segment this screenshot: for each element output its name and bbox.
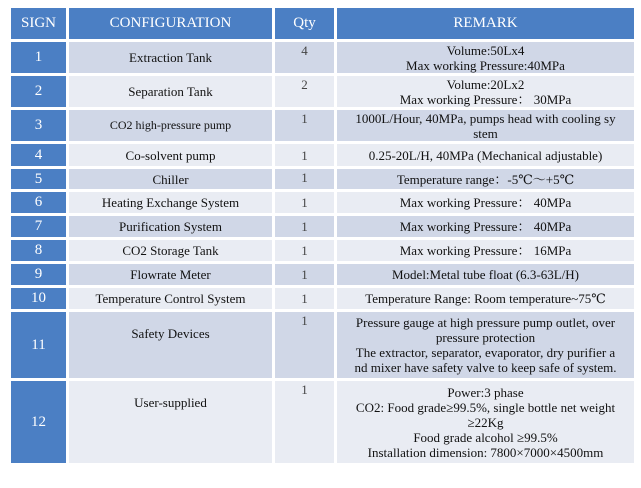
- remark-line: Temperature range：-5℃～+5℃: [396, 171, 575, 187]
- row-configuration: Purification System: [69, 216, 272, 237]
- row-remark: [337, 144, 634, 166]
- row-sign: 12: [11, 381, 66, 463]
- remark-line: 1000L/Hour, 40MPa, pumps head with cooling sy: [355, 110, 616, 126]
- row-sign: 3: [11, 110, 66, 141]
- row-configuration: Temperature Control System: [69, 288, 272, 309]
- row-sign: 5: [11, 169, 66, 189]
- row-qty: 1: [275, 192, 334, 213]
- remark-line: Food grade alcohol ≥99.5%: [413, 429, 558, 445]
- row-configuration: Chiller: [69, 169, 272, 189]
- row-configuration: CO2 Storage Tank: [69, 240, 272, 261]
- table-row: [11, 381, 634, 463]
- table-row: [11, 169, 634, 189]
- row-configuration: Flowrate Meter: [69, 264, 272, 285]
- row-qty: 2: [275, 76, 334, 107]
- row-configuration: Safety Devices: [69, 312, 272, 378]
- table-row: [11, 76, 634, 107]
- row-remark: [337, 381, 634, 463]
- row-qty: 1: [275, 169, 334, 189]
- row-qty: 1: [275, 216, 334, 237]
- row-remark: [337, 264, 634, 285]
- row-remark: [337, 169, 634, 189]
- row-qty: 1: [275, 381, 334, 463]
- row-qty: 1: [275, 240, 334, 261]
- header-qty: Qty: [275, 8, 334, 39]
- row-qty: 1: [275, 312, 334, 378]
- remark-line: stem: [473, 125, 498, 141]
- row-configuration: Extraction Tank: [69, 42, 272, 73]
- remark-line: Power:3 phase: [447, 384, 524, 400]
- row-sign: 6: [11, 192, 66, 213]
- row-remark: [337, 240, 634, 261]
- row-remark: [337, 288, 634, 309]
- row-configuration: Heating Exchange System: [69, 192, 272, 213]
- remark-line: Pressure gauge at high pressure pump outlet, over: [355, 315, 616, 330]
- row-configuration: CO2 high-pressure pump: [69, 110, 272, 141]
- row-sign: 8: [11, 240, 66, 261]
- header-configuration: CONFIGURATION: [69, 8, 272, 39]
- row-remark: [337, 216, 634, 237]
- remark-line: Max working Pressure： 40MPa: [399, 219, 572, 234]
- table-row: [11, 216, 634, 237]
- remark-line: CO2: Food grade≥99.5%, single bottle net weight: [355, 399, 616, 415]
- row-sign: 4: [11, 144, 66, 166]
- remark-line: nd mixer have safety valve to keep safe of system.: [354, 360, 617, 375]
- row-remark: [337, 110, 634, 141]
- table-row: [11, 240, 634, 261]
- table-row: [11, 144, 634, 166]
- table-row: [11, 288, 634, 309]
- remark-line: The extractor, separator, evaporator, dry purifier a: [355, 345, 616, 360]
- row-remark: [337, 76, 634, 107]
- remark-line: 0.25-20L/H, 40MPa (Mechanical adjustable): [368, 147, 603, 163]
- remark-line: Max working Pressure： 40MPa: [399, 195, 572, 210]
- row-remark: [337, 42, 634, 73]
- remark-line: Temperature Range: Room temperature~75℃: [365, 291, 606, 306]
- row-qty: 1: [275, 264, 334, 285]
- header-remark: REMARK: [337, 8, 634, 39]
- table-row: [11, 192, 634, 213]
- row-configuration: Separation Tank: [69, 76, 272, 107]
- row-sign: 1: [11, 42, 66, 73]
- remark-line: Max working Pressure:40MPa: [406, 57, 565, 73]
- row-configuration: User-supplied: [69, 381, 272, 463]
- remark-line: pressure protection: [435, 330, 536, 345]
- table-row: [11, 264, 634, 285]
- row-sign: 9: [11, 264, 66, 285]
- remark-line: Max working Pressure： 16MPa: [399, 243, 572, 258]
- remark-line: ≥22Kg: [467, 414, 504, 430]
- remark-line: Volume:50Lx4: [446, 42, 525, 58]
- table-header-row: [11, 8, 634, 39]
- table-row: [11, 110, 634, 141]
- row-configuration: Co-solvent pump: [69, 144, 272, 166]
- table-row: [11, 312, 634, 378]
- row-qty: 1: [275, 110, 334, 141]
- row-sign: 2: [11, 76, 66, 107]
- row-remark: [337, 192, 634, 213]
- row-sign: 7: [11, 216, 66, 237]
- table-row: [11, 42, 634, 73]
- row-qty: 1: [275, 144, 334, 166]
- configuration-table: [8, 5, 637, 466]
- row-sign: 11: [11, 312, 66, 378]
- row-sign: 10: [11, 288, 66, 309]
- remark-line: Max working Pressure： 30MPa: [399, 91, 572, 107]
- header-sign: SIGN: [11, 8, 66, 39]
- remark-line: Installation dimension: 7800×7000×4500mm: [367, 444, 604, 460]
- row-remark: [337, 312, 634, 378]
- row-qty: 4: [275, 42, 334, 73]
- remark-line: Volume:20Lx2: [446, 76, 525, 92]
- row-qty: 1: [275, 288, 334, 309]
- remark-line: Model:Metal tube float (6.3-63L/H): [391, 267, 579, 282]
